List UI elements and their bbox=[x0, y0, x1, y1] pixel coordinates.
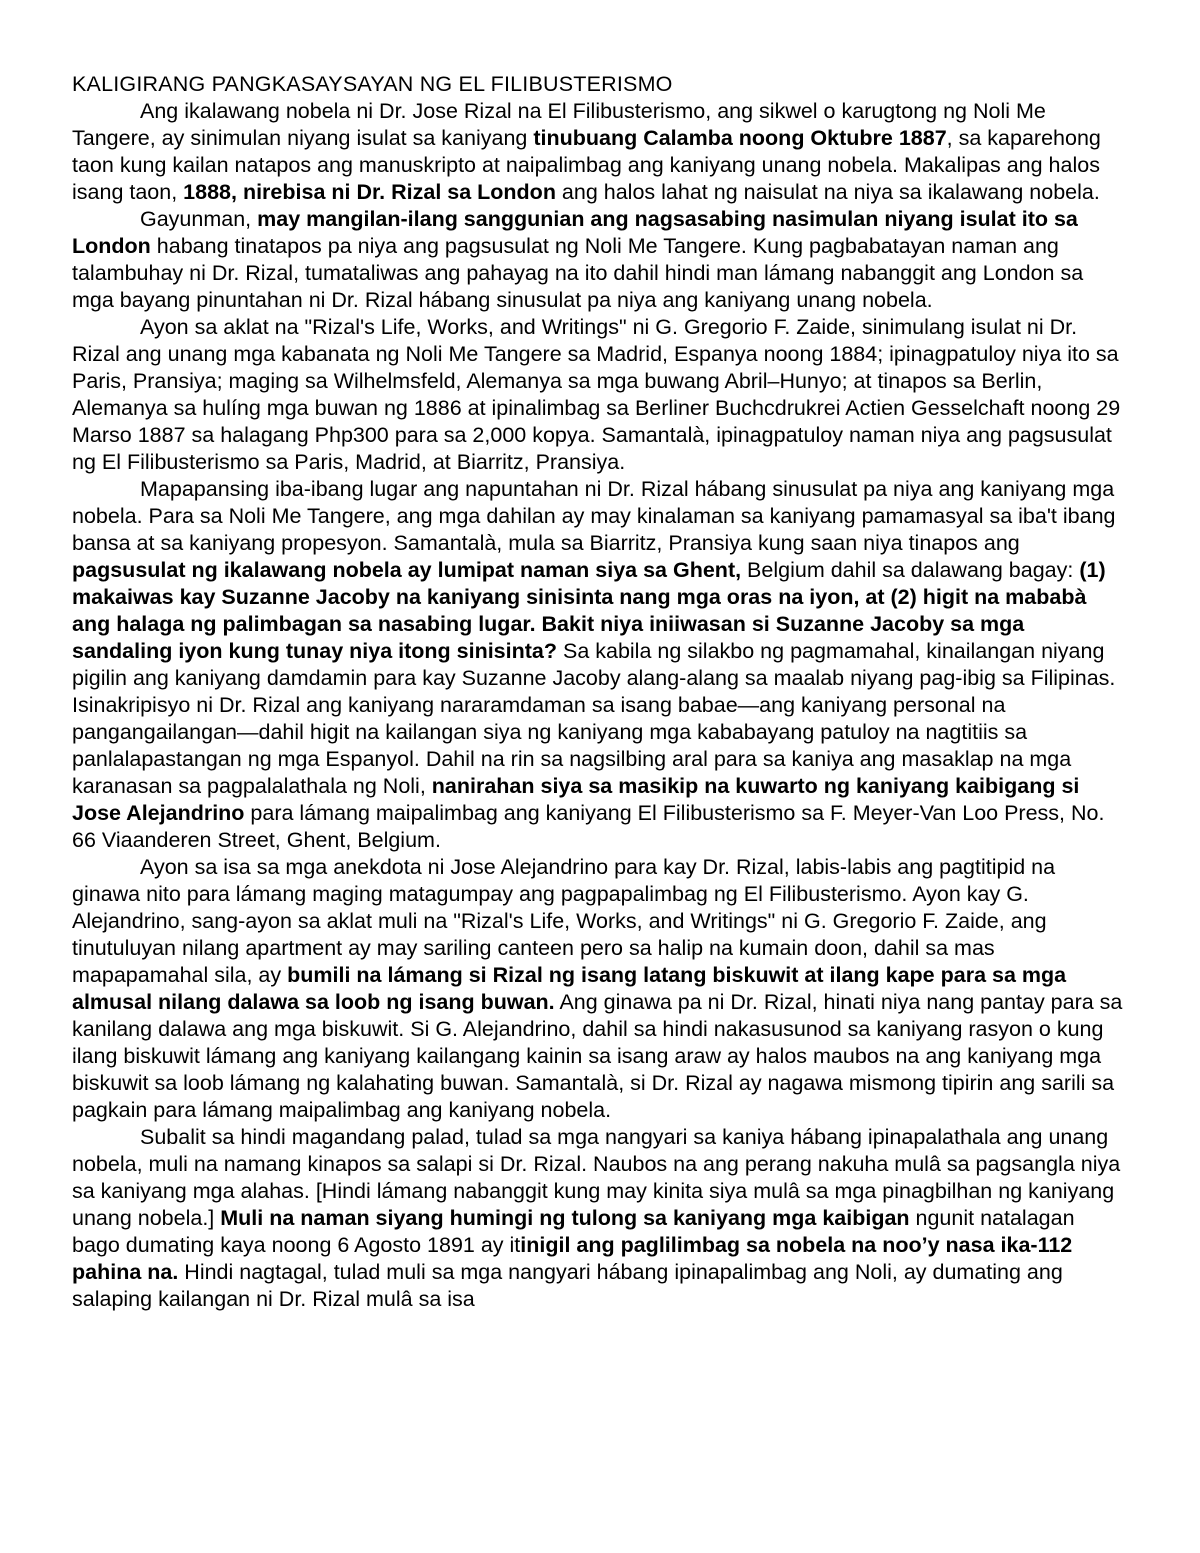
bold-text-run: nanirahan siya sa masikip na kuwarto ng kaniyang kaibigang si Jose Alejandrino bbox=[72, 774, 1080, 825]
document-body bbox=[72, 98, 1128, 1313]
paragraph bbox=[72, 1124, 1128, 1313]
text-run: Sa kabila ng silakbo ng pagmamahal, kinailangan niyang pigilin ang kaniyang damdamin para kay Suzanne Jacoby alang-alang sa maalab niyang pag-ibig sa Filipinas. Isinakripisyo ni Dr. Rizal ang kaniyang nararamdaman sa isang babae—ang kaniyang personal na pangangailangan—dahil higit na kailangan siya ng kaniyang mga kababayang patuloy na nagtitiis sa panlalapastangan ng mga Espanyol. Dahil na rin sa nagsilbing aral para sa kaniya ang masaklap na mga karanasan sa pagpalalathala ng Noli, bbox=[72, 639, 1116, 798]
text-run: ngunit natalagan bago dumating kaya noong 6 Agosto 1891 ay it bbox=[72, 1206, 1075, 1257]
text-run: Subalit sa hindi magandang palad, tulad sa mga nangyari sa kaniya hábang ipinapalathala ang unang nobela, muli na namang kinapos sa salapi si Dr. Rizal. Naubos na ang perang nakuha mulâ sa pagsangla niya sa kaniyang mga alahas. [Hindi lámang nabanggit kung may kinita siya mulâ sa mga pinagbilhan ng kaniyang unang nobela.] bbox=[72, 1125, 1121, 1230]
paragraph bbox=[72, 476, 1128, 854]
bold-text-run: (1) makaiwas kay Suzanne Jacoby na kaniyang sinisinta nang mga oras na iyon, at (2) higit na mababà ang halaga ng palimbagan sa nasabing lugar. Bakit niya iniiwasan si Suzanne Jacoby sa mga sandaling iyon kung tunay niya itong sinisinta? bbox=[72, 558, 1106, 663]
text-run: Hindi nagtagal, tulad muli sa mga nangyari hábang ipinapalimbag ang Noli, ay dumating ang salaping kailangan ni Dr. Rizal mulâ sa isa bbox=[72, 1260, 1063, 1311]
text-run: para lámang maipalimbag ang kaniyang El Filibusterismo sa F. Meyer-Van Loo Press, No. 66 Viaanderen Street, Ghent, Belgium. bbox=[72, 801, 1105, 852]
text-run: Mapapansing iba-ibang lugar ang napuntahan ni Dr. Rizal hábang sinusulat pa niya ang kaniyang mga nobela. Para sa Noli Me Tangere, ang mga dahilan ay may kinalaman sa kaniyang pamamasyal sa iba't ibang bansa at sa kaniyang propesyon. Samantalà, mula sa Biarritz, Pransiya kung saan niya tinapos ang bbox=[72, 477, 1116, 555]
text-run: Ang ginawa pa ni Dr. Rizal, hinati niya nang pantay para sa kanilang dalawa ang mga biskuwit. Si G. Alejandrino, dahil sa hindi nakasusunod sa kaniyang rasyon o kung ilang biskuwit lámang ang kaniyang kailangang kainin sa isang araw ay halos maubos na ang kaniyang mga biskuwit sa loob lámang ng kalahating buwan. Samantalà, si Dr. Rizal ay nagawa mismong tipirin ang sarili sa pagkain para lámang maipalimbag ang kaniyang nobela. bbox=[72, 990, 1123, 1122]
bold-text-run: tinubuang Calamba noong Oktubre 1887 bbox=[533, 126, 947, 150]
text-run: Ayon sa isa sa mga anekdota ni Jose Alejandrino para kay Dr. Rizal, labis-labis ang pagtitipid na ginawa nito para lámang maging matagumpay ang pagpapalimbag ng El Filibusterismo. Ayon kay G. Alejandrino, sang-ayon sa aklat muli na "Rizal's Life, Works, and Writings" ni G. Gregorio F. Zaide, ang tinutuluyan nilang apartment ay may sariling canteen pero sa halip na kumain doon, dahil sa mas mapapamahal sila, ay bbox=[72, 855, 1056, 987]
document-title: KALIGIRANG PANGKASAYSAYAN NG EL FILIBUSTERISMO bbox=[72, 72, 673, 96]
bold-text-run: 1888, nirebisa ni Dr. Rizal sa London bbox=[183, 180, 556, 204]
text-run: habang tinatapos pa niya ang pagsusulat ng Noli Me Tangere. Kung pagbabatayan naman ang talambuhay ni Dr. Rizal, tumataliwas ang pahayag na ito dahil hindi man lámang nabanggit ang London sa mga bayang pinuntahan ni Dr. Rizal hábang sinusulat pa niya ang kaniyang unang nobela. bbox=[72, 234, 1084, 312]
bold-text-run: pagsusulat ng ikalawang nobela ay lumipat naman siya sa Ghent, bbox=[72, 558, 742, 582]
bold-text-run: inigil ang paglilimbag sa nobela na noo’y nasa ika-112 pahina na. bbox=[72, 1233, 1073, 1284]
paragraph bbox=[72, 854, 1128, 1124]
bold-text-run: bumili na lámang si Rizal ng isang latang biskuwit at ilang kape para sa mga almusal nilang dalawa sa loob ng isang buwan. bbox=[72, 963, 1067, 1014]
paragraph bbox=[72, 98, 1128, 206]
paragraph bbox=[72, 314, 1128, 476]
bold-text-run: Muli na naman siyang humingi ng tulong sa kaniyang mga kaibigan bbox=[220, 1206, 910, 1230]
text-run: Belgium dahil sa dalawang bagay: bbox=[741, 558, 1080, 582]
text-run: , sa kaparehong taon kung kailan natapos ang manuskripto at naipalimbag ang kaniyang unang nobela. Makalipas ang halos isang taon, bbox=[72, 126, 1101, 204]
text-run: Gayunman, bbox=[140, 207, 258, 231]
text-run: ang halos lahat ng naisulat na niya sa ikalawang nobela. bbox=[555, 180, 1100, 204]
bold-text-run: may mangilan-ilang sanggunian ang nagsasabing nasimulan niyang isulat ito sa London bbox=[72, 207, 1078, 258]
text-run: Ang ikalawang nobela ni Dr. Jose Rizal na El Filibusterismo, ang sikwel o karugtong ng Noli Me Tangere, ay sinimulan niyang isulat sa kaniyang bbox=[72, 99, 1046, 150]
text-run: Ayon sa aklat na "Rizal's Life, Works, and Writings" ni G. Gregorio F. Zaide, sinimulang isulat ni Dr. Rizal ang unang mga kabanata ng Noli Me Tangere sa Madrid, Espanya noong 1884; ipinagpatuloy niya ito sa Paris, Pransiya; maging sa Wilhelmsfeld, Alemanya sa mga buwang Abril–Hunyo; at tinapos sa Berlin, Alemanya sa hulíng mga buwan ng 1886 at ipinalimbag sa Berliner Buchcdrukrei Actien Gesselchaft noong 29 Marso 1887 sa halagang Php300 para sa 2,000 kopya. Samantalà, ipinagpatuloy naman niya ang pagsusulat ng El Filibusterismo sa Paris, Madrid, at Biarritz, Pransiya. bbox=[72, 315, 1121, 474]
paragraph bbox=[72, 206, 1128, 314]
